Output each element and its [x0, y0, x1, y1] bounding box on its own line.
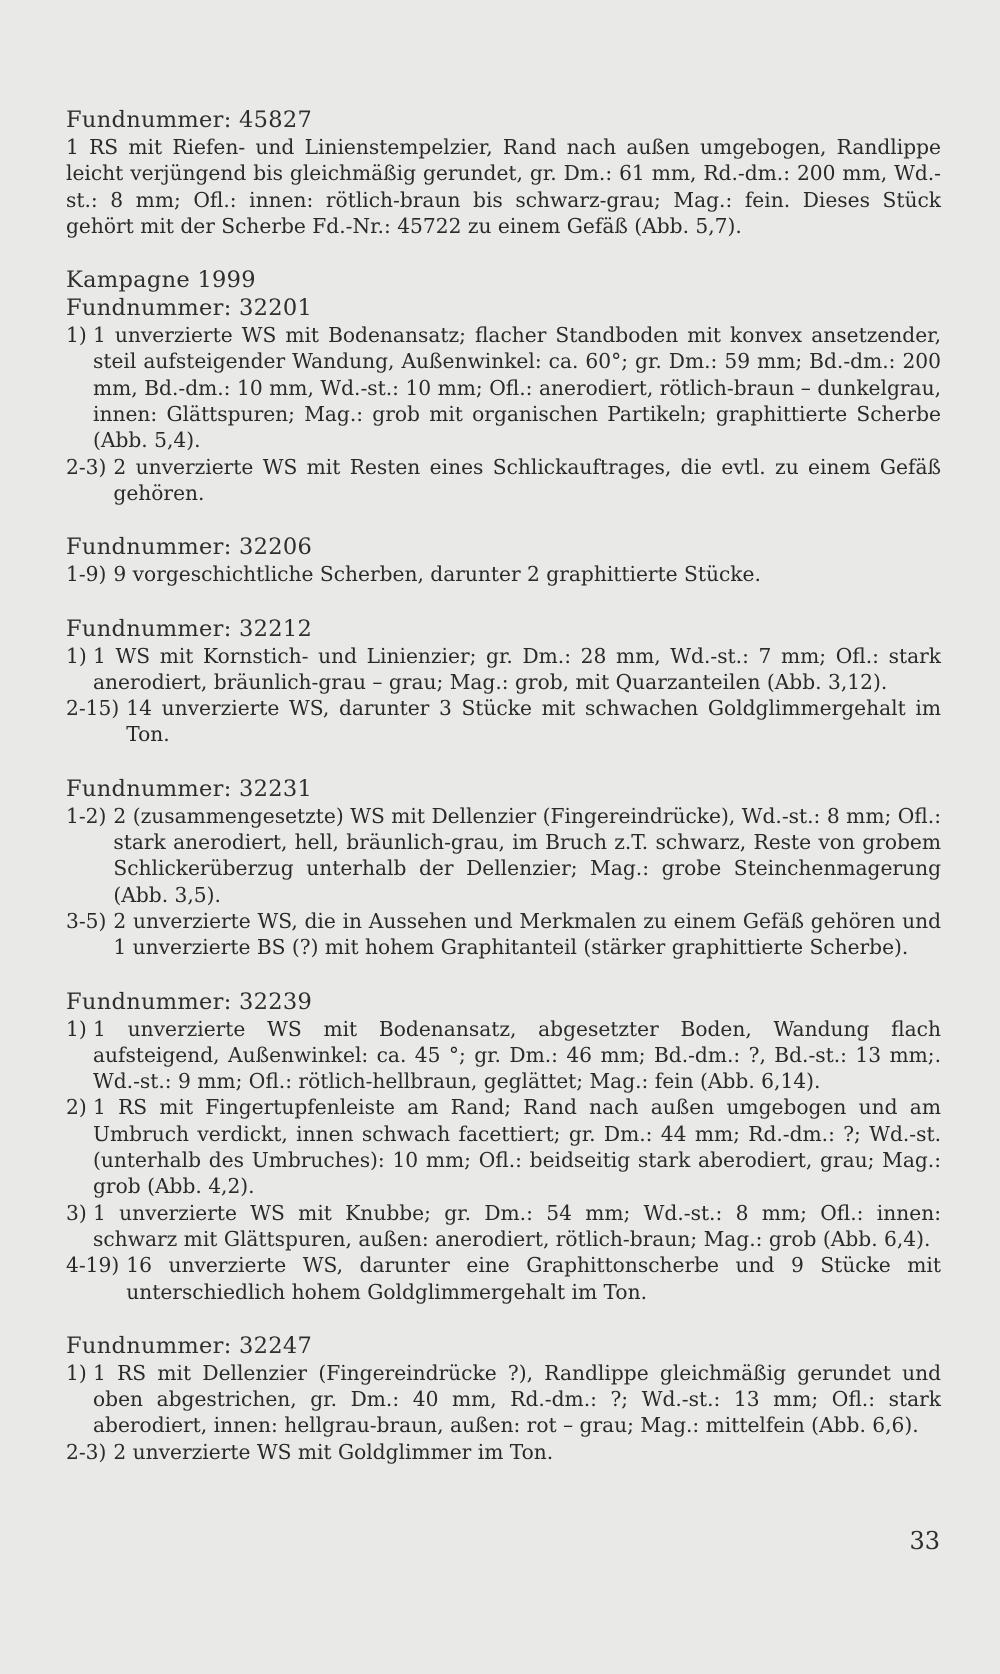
item-text: 1 unverzierte WS mit Bodenansatz; flacher Standboden mit konvex ansetzender, steil aufsteigender Wandung, Außenwinkel: ca. 60°; gr. Dm.: 59 mm; Bd.-dm.: 200 mm, Bd.-dm.: 10 mm, Wd.-st.: 10 mm; Ofl.: anerodiert, rötlich-braun – dunkelgrau, innen: Glättspuren; Mag.: grob mit organischen Partikeln; graphittierte Scherbe (Abb. 5,4).: [93, 323, 941, 453]
item-text: 2 unverzierte WS, die in Aussehen und Merkmalen zu einem Gefäß gehören und 1 unverzierte BS (?) mit hohem Graphitanteil (stärker graphittierte Scherbe).: [113, 908, 941, 960]
item-number: 1): [66, 323, 87, 348]
item-text: 1 unverzierte WS mit Knubbe; gr. Dm.: 54 mm; Wd.-st.: 8 mm; Ofl.: innen: schwarz mit Glättspuren, außen: anerodiert, rötlich-braun; Mag.: grob (Abb. 6,4).: [93, 1200, 941, 1251]
item-text: 9 vorgeschichtliche Scherben, darunter 2 graphittierte Stücke.: [113, 562, 761, 587]
item-number: 1-2): [66, 803, 107, 828]
item-text: 14 unverzierte WS, darunter 3 Stücke mit schwachen Goldglimmergehalt im Ton.: [126, 696, 941, 747]
item-number: 4-19): [66, 1253, 120, 1278]
item-number: 2-3): [66, 454, 107, 479]
find-description: 1 RS mit Riefen- und Linienstempelzier, Rand nach außen umgebogen, Randlippe leicht verjüngend bis gleichmäßig gerundet, gr. Dm.: 61 mm, Rd.-dm.: 200 mm, Wd.-st.: 8 mm; Ofl.: innen: rötlich-braun bis schwarz-grau; Mag.: fein. Dieses Stück gehört mit der Scherbe Fd.-Nr.: 45722 zu einem Gefäß (Abb. 5,7).: [66, 135, 941, 238]
find-item: [66, 1360, 941, 1439]
find-item: [66, 1200, 941, 1253]
find-item: [66, 695, 941, 748]
item-text: 2 unverzierte WS mit Resten eines Schlickauftrages, die evtl. zu einem Gefäß gehören.: [113, 454, 941, 505]
item-text: 1 RS mit Fingertupfenleiste am Rand; Rand nach außen umgebogen und am Umbruch verdickt, innen schwach facettiert; gr. Dm.: 44 mm; Rd.-dm.: ?; Wd.-st. (unterhalb des Umbruches): 10 mm; Ofl.: beidseitig stark aberodiert, grau; Mag.: grob (Abb. 4,2).: [93, 1095, 941, 1199]
find-item: [66, 908, 941, 961]
item-text: 1 RS mit Dellenzier (Fingereindrücke ?), Randlippe gleichmäßig gerundet und oben abgestrichen, gr. Dm.: 40 mm, Rd.-dm.: ?; Wd.-st.: 13 mm; Ofl.: stark aberodiert, innen: hellgrau-braun, außen: rot – grau; Mag.: mittelfein (Abb. 6,6).: [93, 1360, 941, 1438]
page-number: 33: [909, 1527, 940, 1555]
find-item: [66, 803, 941, 908]
find-item: [66, 643, 941, 696]
find-item: [66, 1439, 941, 1465]
item-text: 1 WS mit Kornstich- und Linienzier; gr. Dm.: 28 mm, Wd.-st.: 7 mm; Ofl.: stark anerodiert, bräunlich-grau – grau; Mag.: grob, mit Quarzanteilen (Abb. 3,12).: [93, 643, 941, 694]
item-number: 1): [66, 643, 87, 668]
item-number: 3): [66, 1200, 87, 1225]
find-item: [66, 1252, 941, 1305]
find-item: [66, 561, 941, 587]
item-text: 1 unverzierte WS mit Bodenansatz, abgesetzter Boden, Wandung flach aufsteigend, Außenwinkel: ca. 45 °; gr. Dm.: 46 mm; Bd.-dm.: ?, Bd.-st.: 13 mm;. Wd.-st.: 9 mm; Ofl.: rötlich-hellbraun, geglättet; Mag.: fein (Abb. 6,14).: [93, 1016, 941, 1094]
find-item: [66, 322, 941, 453]
item-number: 1-9): [66, 562, 107, 587]
find-number-heading: Fundnummer: 45827: [66, 107, 313, 133]
item-text: 2 (zusammengesetzte) WS mit Dellenzier (Fingereindrücke), Wd.-st.: 8 mm; Ofl.: stark anerodiert, hell, bräunlich-grau, im Bruch z.T. schwarz, Reste von grobem Schlickerüberzug unterhalb der Dellenzier; Mag.: grobe Steinchenmagerung (Abb. 3,5).: [113, 803, 941, 907]
item-number: 2-3): [66, 1439, 107, 1464]
item-number: 3-5): [66, 908, 107, 933]
item-number: 1): [66, 1360, 87, 1385]
find-item: [66, 1016, 941, 1095]
find-number-heading: Fundnummer: 32212: [66, 615, 313, 642]
item-text: 16 unverzierte WS, darunter eine Graphittonscherbe und 9 Stücke mit unterschiedlich hohem Goldglimmergehalt im Ton.: [126, 1253, 941, 1304]
find-number-heading: Fundnummer: 32206: [66, 534, 313, 561]
item-number: 2): [66, 1095, 87, 1120]
find-item: [66, 454, 941, 507]
page-content: [66, 106, 941, 1465]
item-number: 1): [66, 1016, 87, 1041]
item-number: 2-15): [66, 696, 120, 721]
find-number-heading: Fundnummer: 32247: [66, 1332, 313, 1359]
find-number-heading: Fundnummer: 32201: [66, 295, 313, 322]
campaign-heading: Kampagne 1999: [66, 267, 256, 294]
find-item: [66, 1094, 941, 1199]
item-text: 2 unverzierte WS mit Goldglimmer im Ton.: [113, 1439, 554, 1464]
find-number-heading: Fundnummer: 32231: [66, 775, 313, 802]
find-number-heading: Fundnummer: 32239: [66, 988, 313, 1015]
